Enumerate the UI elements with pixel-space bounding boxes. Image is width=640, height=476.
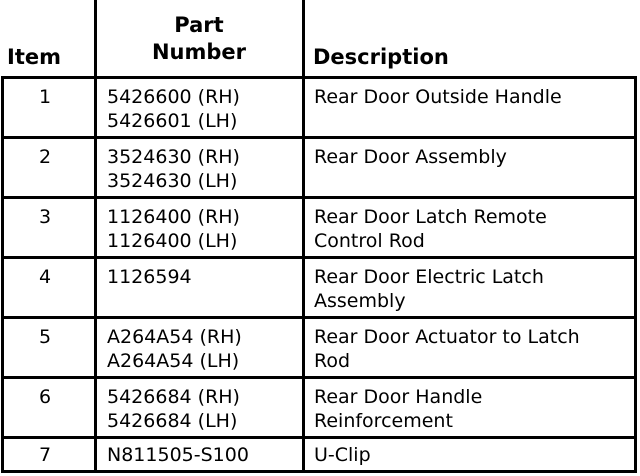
description-text: Control Rod: [314, 230, 425, 252]
item-number: 6: [39, 386, 52, 408]
part-number-cell: [107, 205, 297, 253]
description-cell: [314, 325, 634, 373]
item-number: 5: [39, 326, 52, 348]
description-cell: [314, 443, 634, 467]
description-cell: [314, 205, 634, 253]
description-text: Rear Door Latch Remote: [314, 206, 547, 228]
description-text: Rod: [314, 350, 351, 372]
table-row: [1, 139, 637, 199]
part-number: A264A54 (LH): [107, 350, 240, 372]
item-number: 3: [39, 206, 52, 228]
header-item: Item: [7, 45, 61, 69]
table-row: [1, 319, 637, 379]
description-text: Rear Door Electric Latch: [314, 266, 544, 288]
description-text: Rear Door Outside Handle: [314, 86, 562, 108]
description-cell: [314, 265, 634, 313]
table-row: [1, 79, 637, 139]
header-description: Description: [313, 45, 449, 69]
part-number-cell: [107, 385, 297, 433]
part-number: 3524630 (RH): [107, 146, 240, 168]
header-part-line1: Part: [174, 13, 224, 37]
description-cell: [314, 145, 634, 169]
part-number: 5426684 (LH): [107, 410, 238, 432]
part-number-cell: [107, 265, 297, 289]
item-number: 2: [39, 146, 52, 168]
part-number: N811505-S100: [107, 444, 249, 466]
header-part-number: [97, 12, 301, 66]
parts-table: [1, 0, 637, 473]
part-number-cell: [107, 443, 297, 467]
part-number: 1126400 (RH): [107, 206, 240, 228]
part-number: 1126400 (LH): [107, 230, 238, 252]
description-cell: [314, 85, 634, 109]
description-text: Rear Door Handle: [314, 386, 483, 408]
item-number: 4: [39, 266, 52, 288]
description-cell: [314, 385, 634, 433]
description-text: Rear Door Actuator to Latch: [314, 326, 580, 348]
description-text: Rear Door Assembly: [314, 146, 507, 168]
part-number-cell: [107, 85, 297, 133]
item-number: 7: [39, 444, 52, 466]
part-number: A264A54 (RH): [107, 326, 242, 348]
table-row: [1, 199, 637, 259]
item-number: 1: [39, 86, 52, 108]
description-text: U-Clip: [314, 444, 371, 466]
table-row: [1, 439, 637, 475]
part-number: 5426601 (LH): [107, 110, 238, 132]
part-number: 5426600 (RH): [107, 86, 240, 108]
table-row: [1, 379, 637, 439]
part-number-cell: [107, 145, 297, 193]
header-part-line2: Number: [151, 40, 247, 64]
part-number: 1126594: [107, 266, 192, 288]
description-text: Reinforcement: [314, 410, 453, 432]
part-number-cell: [107, 325, 297, 373]
description-text: Assembly: [314, 290, 406, 312]
part-number: 5426684 (RH): [107, 386, 240, 408]
part-number: 3524630 (LH): [107, 170, 238, 192]
table-row: [1, 259, 637, 319]
